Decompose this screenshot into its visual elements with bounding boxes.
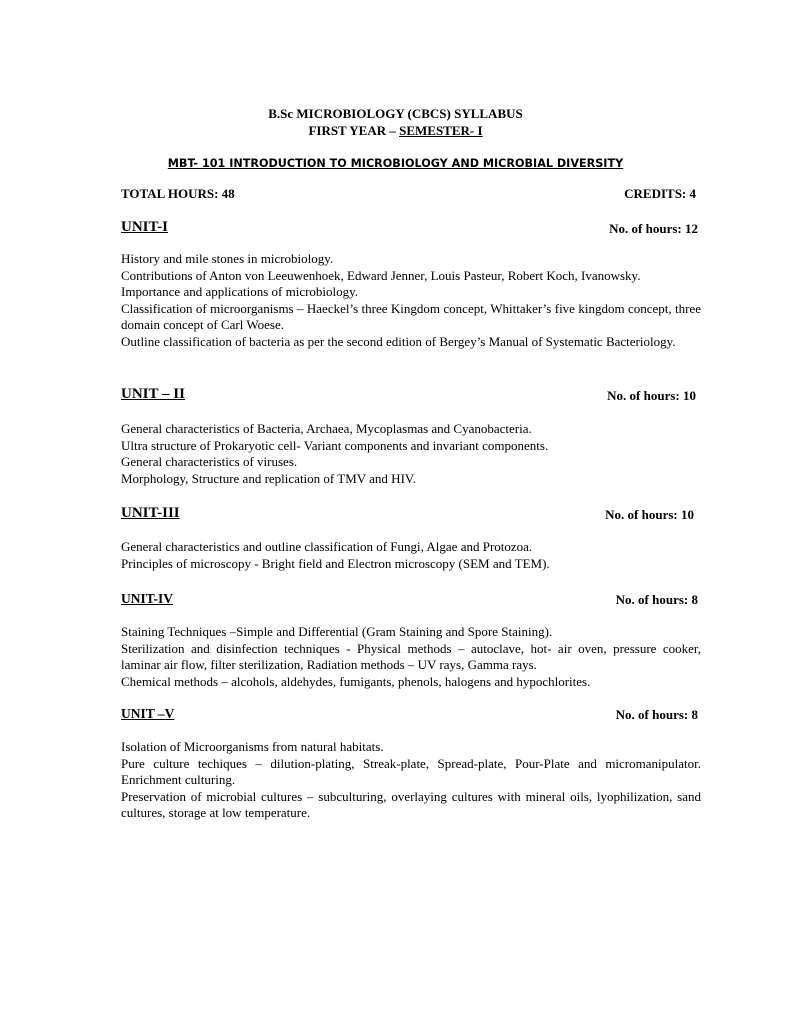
- credits: CREDITS: 4: [624, 186, 696, 201]
- semester-label: SEMESTER- I: [399, 123, 483, 138]
- total-hours: TOTAL HOURS: 48: [121, 186, 235, 201]
- unit-line: Isolation of Microorganisms from natural habitats.: [121, 739, 384, 754]
- unit-title: UNIT –V: [121, 706, 175, 721]
- unit-line: Classification of microorganisms – Haeckel’s three Kingdom concept, Whittaker’s five kingdom concept, three domain concept of Carl Woese.: [121, 300, 701, 333]
- unit-title: UNIT – II: [121, 386, 185, 402]
- unit-hours: No. of hours: 10: [605, 507, 694, 522]
- unit-line: Sterilization and disinfection techniques - Physical methods – autoclave, hot- air oven, pressure cooker, laminar air flow, filter sterilization, Radiation methods – UV rays, Gamma rays.: [121, 640, 701, 673]
- course-title: MBT- 101 INTRODUCTION TO MICROBIOLOGY AND MICROBIAL DIVERSITY: [167, 157, 624, 170]
- unit-line: Contributions of Anton von Leeuwenhoek, Edward Jenner, Louis Pasteur, Robert Koch, Ivanowsky.: [121, 267, 641, 283]
- unit-line: History and mile stones in microbiology.: [121, 251, 334, 266]
- unit-line: General characteristics and outline classification of Fungi, Algae and Protozoa.: [121, 539, 533, 554]
- unit-line: Morphology, Structure and replication of TMV and HIV.: [121, 470, 416, 486]
- unit-content: [121, 421, 701, 487]
- unit-line: Staining Techniques –Simple and Differential (Gram Staining and Spore Staining).: [121, 624, 553, 639]
- unit-line: Preservation of microbial cultures – subculturing, overlaying cultures with mineral oils, lyophilization, sand cultures, storage at low temperature.: [121, 788, 701, 821]
- unit-title: UNIT-III: [121, 505, 180, 521]
- unit-title: UNIT-IV: [121, 591, 174, 606]
- unit-content: [121, 739, 701, 822]
- unit-line: General characteristics of viruses.: [121, 454, 298, 470]
- unit-line: Principles of microscopy - Bright field and Electron microscopy (SEM and TEM).: [121, 555, 550, 571]
- unit-content: [121, 539, 701, 572]
- unit-hours: No. of hours: 10: [607, 388, 696, 403]
- unit-title: UNIT-I: [121, 219, 168, 235]
- unit-line: Importance and applications of microbiology.: [121, 284, 359, 300]
- unit-line: Ultra structure of Prokaryotic cell- Variant components and invariant components.: [121, 437, 549, 453]
- unit-hours: No. of hours: 8: [615, 592, 698, 607]
- year-semester-heading: [0, 123, 791, 139]
- unit-line: Outline classification of bacteria as per the second edition of Bergey’s Manual of Systematic Bacteriology.: [121, 333, 676, 349]
- unit-line: Chemical methods – alcohols, aldehydes, fumigants, phenols, halogens and hypochlorites.: [121, 673, 591, 689]
- unit-content: [121, 251, 701, 351]
- unit-hours: No. of hours: 12: [609, 221, 698, 236]
- syllabus-heading: B.Sc MICROBIOLOGY (CBCS) SYLLABUS: [268, 106, 523, 121]
- unit-hours: No. of hours: 8: [615, 707, 698, 722]
- year-label: FIRST YEAR –: [308, 123, 400, 138]
- unit-content: [121, 624, 701, 690]
- unit-line: General characteristics of Bacteria, Archaea, Mycoplasmas and Cyanobacteria.: [121, 421, 532, 436]
- unit-line: Pure culture techiques – dilution-plating, Streak-plate, Spread-plate, Pour-Plate and micromanipulator. Enrichment culturing.: [121, 755, 701, 788]
